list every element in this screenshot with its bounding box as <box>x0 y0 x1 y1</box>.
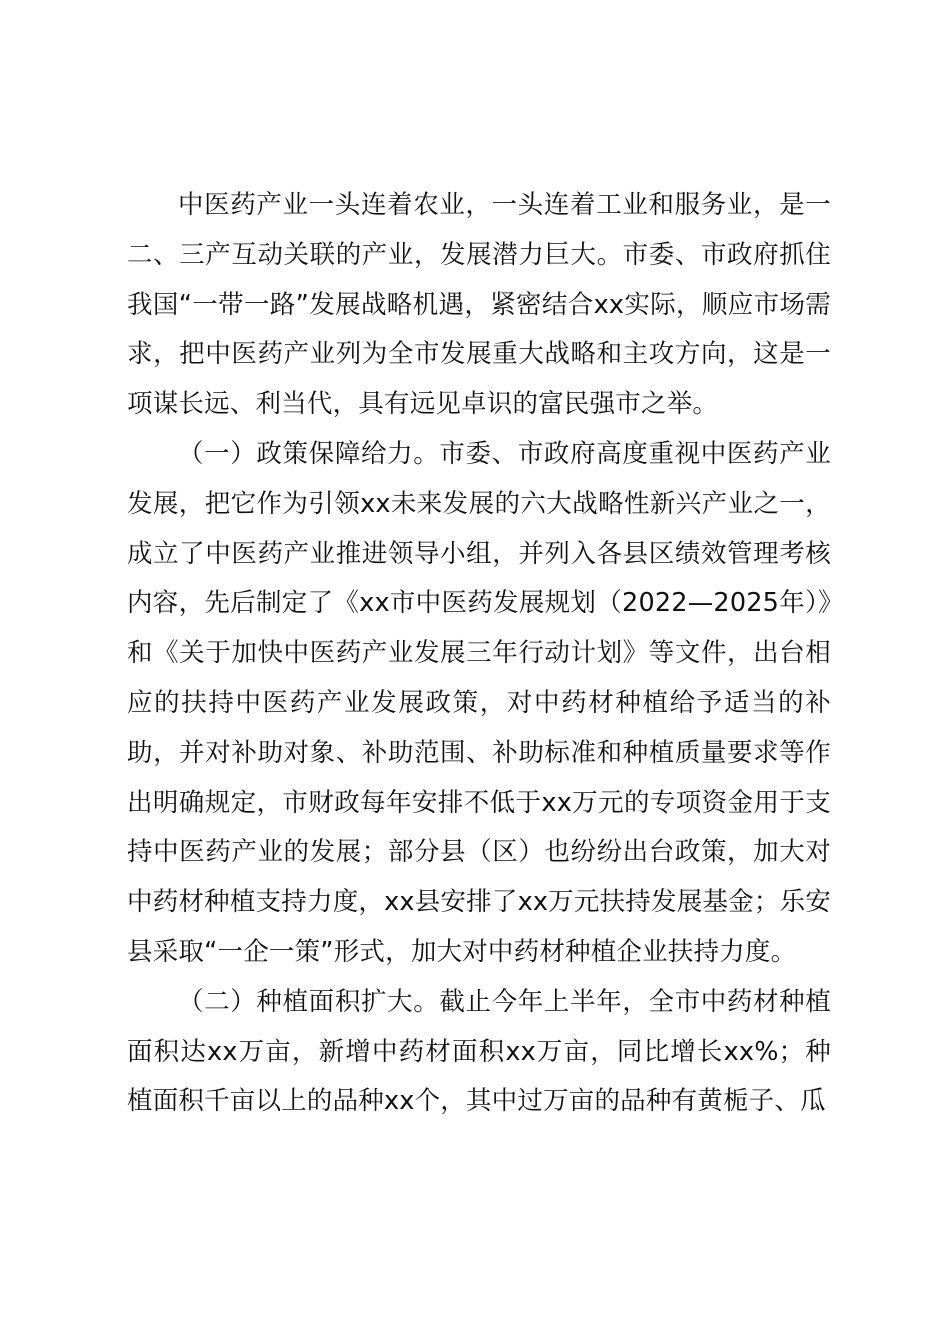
document-body <box>127 181 831 1127</box>
paragraph-intro: 中医药产业一头连着农业，一头连着工业和服务业，是一二、三产互动关联的产业，发展潜力巨大。市委、市政府抓住我国“一带一路”发展战略机遇，紧密结合xx实际，顺应市场需求，把中医药产业列为全市发展重大战略和主攻方向，这是一项谋长远、利当代，具有远见卓识的富民强市之举。 <box>127 190 831 420</box>
paragraph-policy-support: （一）政策保障给力。市委、市政府高度重视中医药产业发展，把它作为引领xx未来发展的六大战略性新兴产业之一，成立了中医药产业推进领导小组，并列入各县区绩效管理考核内容，先后制定了《xx市中医药发展规划（2022—2025年）》和《关于加快中医药产业发展三年行动计划》等文件，出台相应的扶持中医药产业发展政策，对中药材种植给予适当的补助，并对补助对象、补助范围、补助标准和种植质量要求等作出明确规定，市财政每年安排不低于xx万元的专项资金用于支持中医药产业的发展；部分县（区）也纷纷出台政策，加大对中药材种植支持力度，xx县安排了xx万元扶持发展基金；乐安县采取“一企一策”形式，加大对中药材种植企业扶持力度。 <box>127 438 831 967</box>
paragraph-planting-area: （二）种植面积扩大。截止今年上半年，全市中药材种植面积达xx万亩，新增中药材面积xx万亩，同比增长xx%；种植面积千亩以上的品种xx个，其中过万亩的品种有黄栀子、瓜 <box>127 986 831 1117</box>
